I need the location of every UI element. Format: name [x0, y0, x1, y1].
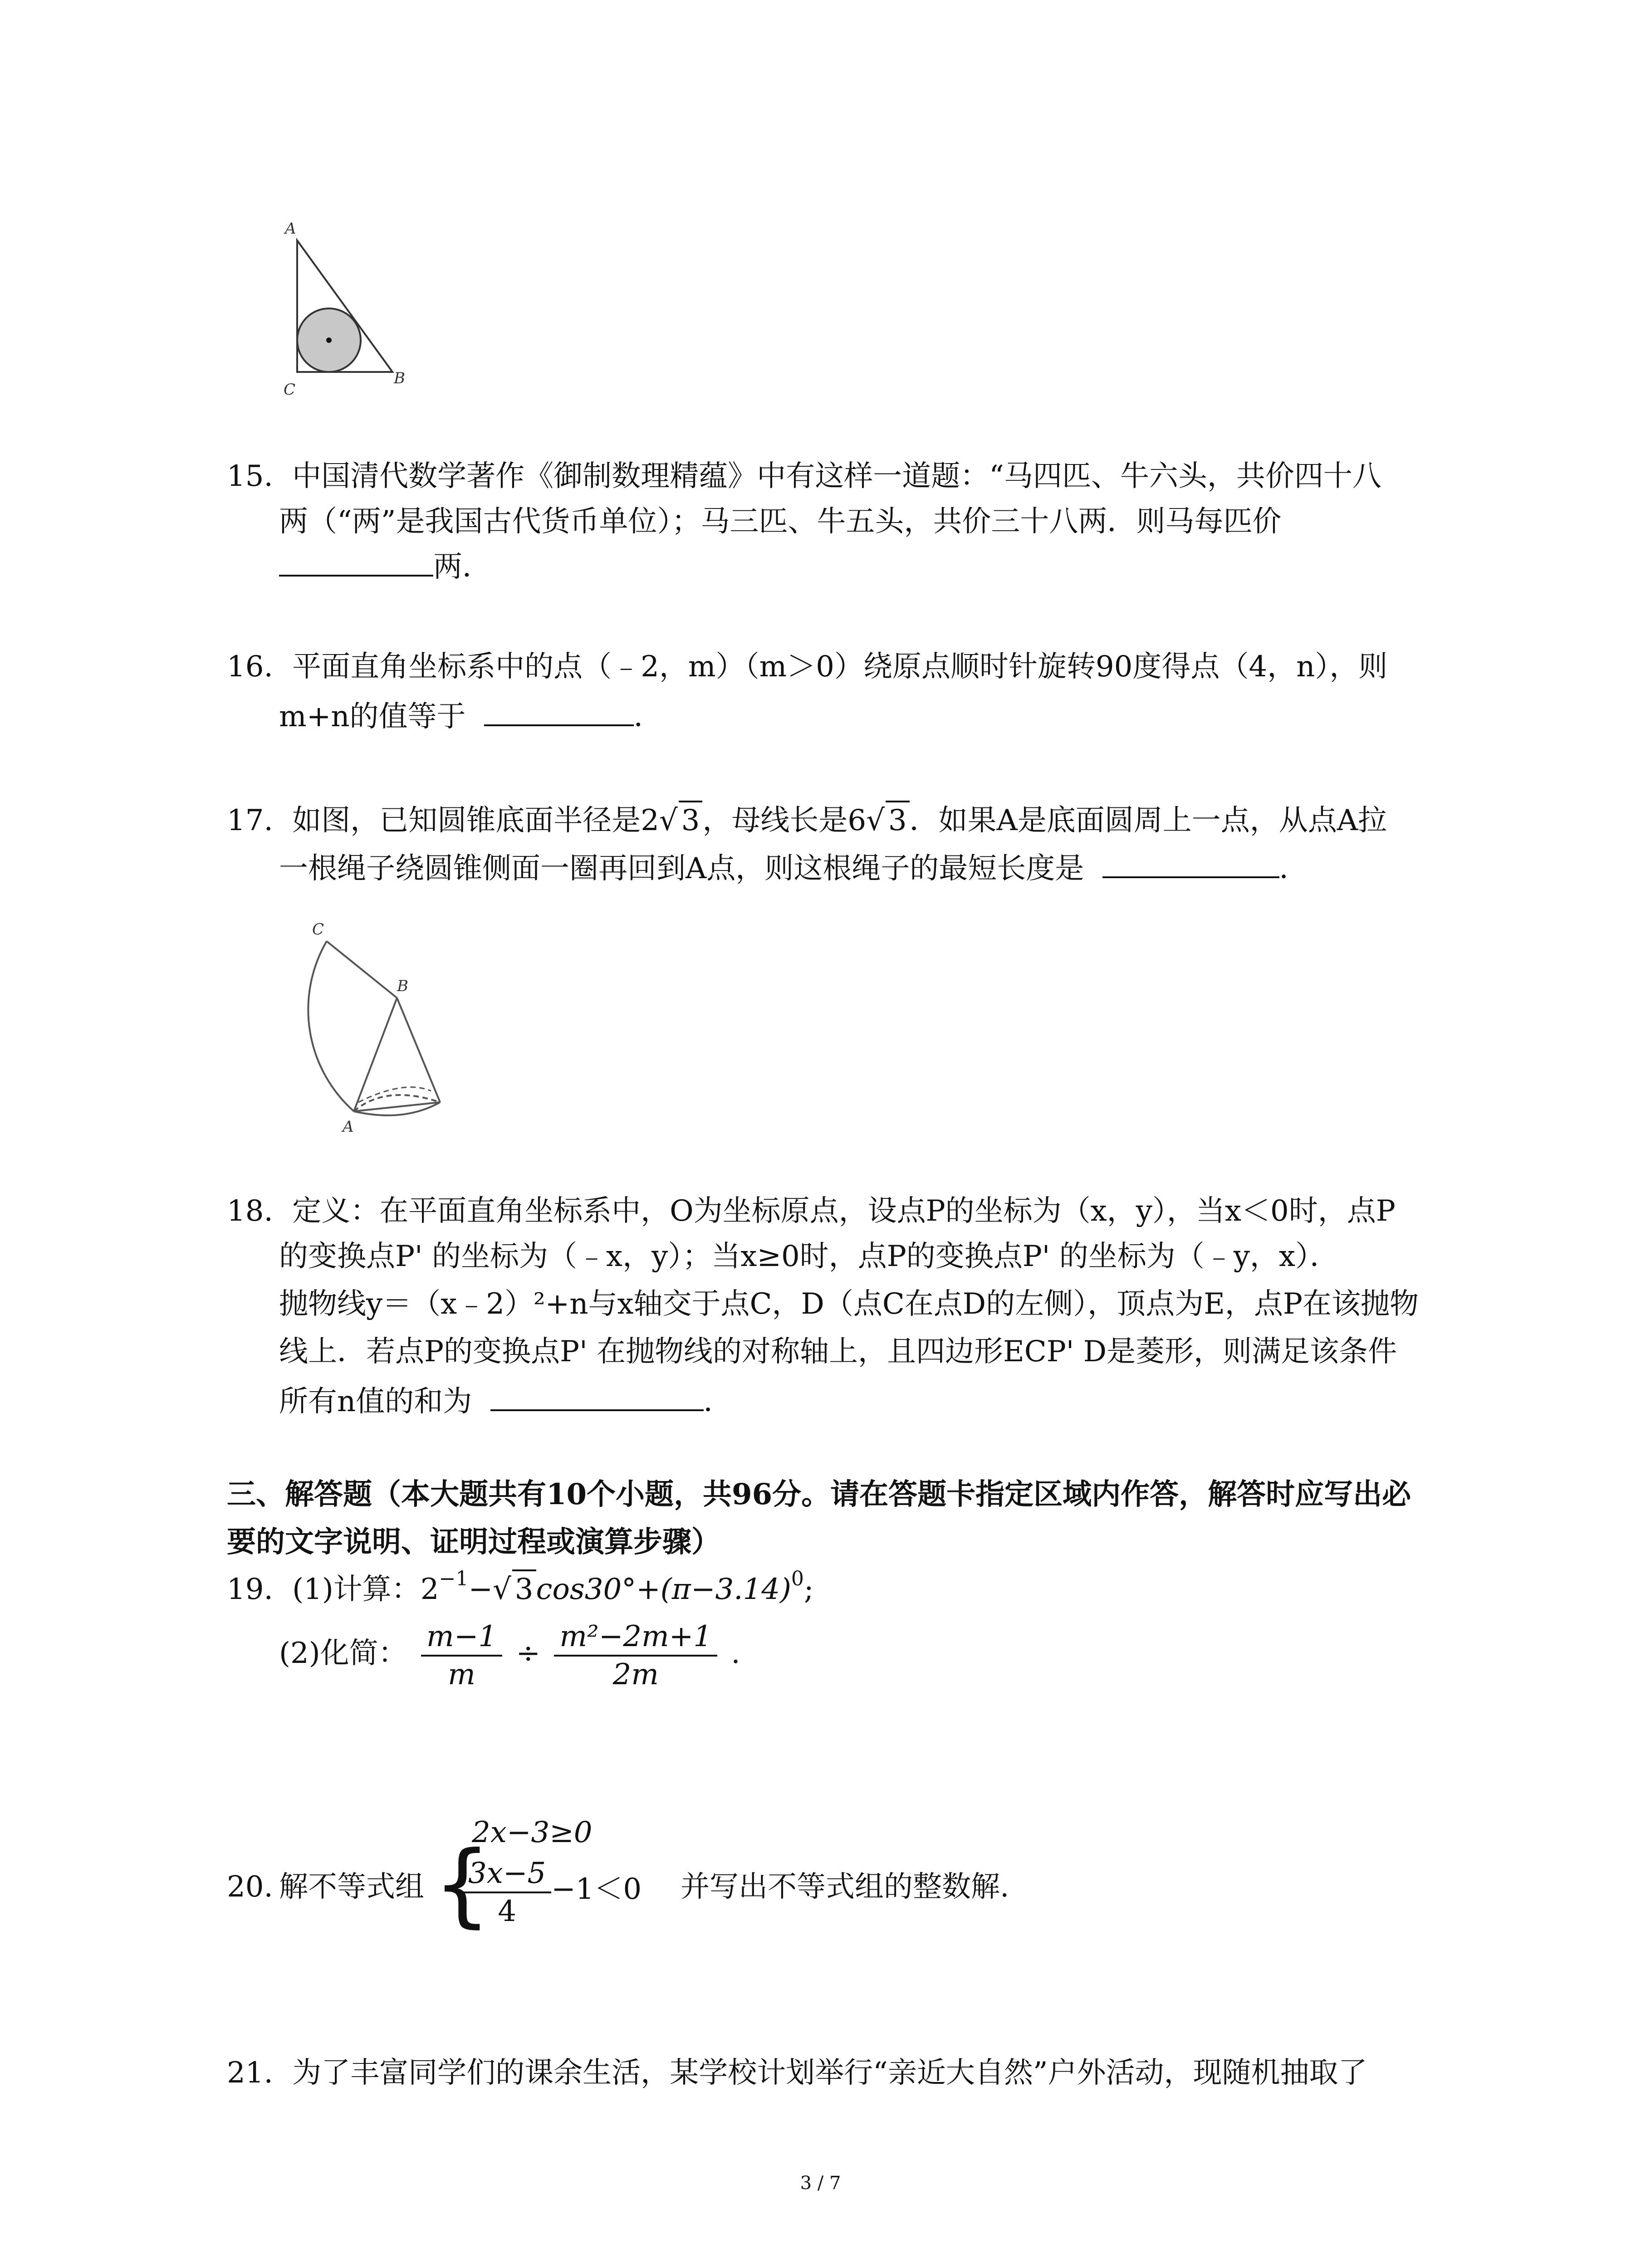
q19-frac2-den: 2m [612, 1657, 659, 1691]
page-number: 3 / 7 [800, 2173, 841, 2194]
q19-fraction2 [554, 1618, 717, 1693]
q19-exp2: 0 [791, 1567, 804, 1590]
q18-text5-end: ． [703, 1385, 733, 1418]
q20-ineq2-num: 3x−5 [463, 1855, 551, 1893]
q17-text2-end: ． [1279, 852, 1308, 885]
q19-part1-label: (1)计算：2 [292, 1573, 439, 1606]
q16-line1 [227, 649, 1387, 685]
q15-answer-blank[interactable] [279, 549, 433, 577]
q21-line1 [227, 2055, 1367, 2091]
q20 [227, 1814, 1406, 1960]
q15-line2 [279, 503, 1281, 540]
q18-line1 [227, 1193, 1396, 1229]
q18-line3 [279, 1286, 1419, 1322]
q16-text2-end: ． [633, 700, 663, 733]
q20-ineq2-rest: −1＜0 [551, 1872, 642, 1906]
q20-ineq2-frac [463, 1855, 551, 1930]
q20-ineq1: 2x−3≥0 [472, 1816, 593, 1849]
q19-part2-label: (2)化简： [279, 1637, 407, 1670]
q18-line2 [279, 1238, 1339, 1275]
q19-frac1-num: m−1 [421, 1618, 502, 1657]
q20-prefix: 解不等式组 [279, 1870, 424, 1904]
q20-number: 20. [227, 1870, 273, 1904]
section3-heading-line2 [227, 1524, 720, 1560]
q17-number: 17. [227, 804, 273, 837]
cone-label-b: B [397, 977, 408, 995]
q16-line2 [279, 699, 663, 735]
q19-part2-end: . [731, 1637, 740, 1670]
q19-div: ÷ [516, 1637, 540, 1670]
q17-sqrt1: 3 [679, 801, 703, 839]
q15-text2: 两（“两”是我国古代货币单位）；马三匹、牛五头，共价三十八两．则马每匹价 [279, 505, 1282, 538]
cone-label-a: A [343, 1118, 354, 1136]
q20-ineq2-den: 4 [498, 1895, 516, 1928]
q16-answer-blank[interactable] [484, 699, 634, 726]
q19-part2 [279, 1613, 740, 1694]
q19-rest: cos30°+(π−3.14) [536, 1573, 791, 1606]
q19-frac1-den: m [448, 1657, 475, 1691]
q15-text3: 两． [433, 550, 491, 584]
q16-text2: m+n的值等于 [279, 700, 466, 733]
q15-line1 [227, 458, 1381, 494]
triangle-incircle-figure [272, 213, 417, 404]
q17-line1: 17. 如图，已知圆锥底面半径是2√ 3，母线长是6√ 3．如果A是底面圆周上一点，从点A拉 [227, 801, 1387, 839]
q20-suffix: 并写出不等式组的整数解. [681, 1870, 1009, 1904]
q19-frac2-num: m²−2m+1 [554, 1618, 717, 1657]
q15-text1: 中国清代数学著作《御制数理精蕴》中有这样一道题：“马四匹、牛六头，共价四十八 [292, 459, 1381, 493]
q15-line3 [279, 549, 491, 585]
section3-text1: 三、解答题（本大题共有10个小题，共96分。请在答题卡指定区域内作答，解答时应写出必 [227, 1477, 1411, 1511]
q18-text1: 定义：在平面直角坐标系中，O为坐标原点，设点P的坐标为（x，y），当x＜0时，点P [292, 1194, 1396, 1228]
q18-line4 [279, 1334, 1397, 1370]
label-b: B [394, 369, 405, 387]
q19-minus: − [468, 1573, 493, 1606]
q17-text1e: ．如果A是底面圆周上一点，从点A拉 [909, 804, 1387, 837]
q16-number: 16. [227, 650, 273, 684]
q18-text3: 抛物线y＝（x﹣2）²+n与x轴交于点C，D（点C在点D的左侧），顶点为E，点P在该抛物 [279, 1287, 1419, 1321]
q18-line5 [279, 1383, 733, 1420]
q17-answer-blank[interactable] [1102, 851, 1279, 878]
q15-number: 15. [227, 459, 273, 493]
q19-fraction1 [421, 1618, 502, 1693]
label-a: A [285, 220, 296, 238]
q18-text4: 线上．若点P的变换点P' 在抛物线的对称轴上，且四边形ECP' D是菱形，则满足该条件 [279, 1335, 1397, 1369]
section3-text2: 要的文字说明、证明过程或演算步骤） [227, 1525, 720, 1559]
q19-end: ; [803, 1573, 814, 1606]
q17-text1a: 如图，已知圆锥底面半径是2 [292, 804, 659, 837]
q17-sqrt2: 3 [886, 801, 910, 839]
q19-number: 19. [227, 1573, 273, 1606]
q19-part1: 19. (1)计算：$2^{-1}-√$ $3\cos 30^\circ+(\pi-3.14)^0$; [227, 1569, 813, 1608]
section3-heading-line1 [227, 1476, 1411, 1513]
cone-figure [268, 921, 458, 1139]
q19-sqrt: 3 [512, 1569, 536, 1608]
q21-number: 21. [227, 2056, 273, 2090]
q16-text1: 平面直角坐标系中的点（﹣2，m）（m＞0）绕原点顺时针旋转90度得点（4，n），则 [292, 650, 1388, 684]
q17-text2: 一根绳子绕圆锥侧面一圈再回到A点，则这根绳子的最短长度是 [279, 852, 1084, 885]
q17-line2 [279, 850, 1308, 887]
q19-exp1: −1 [439, 1567, 469, 1590]
q18-text5: 所有n值的和为 [279, 1385, 472, 1418]
label-c: C [284, 381, 296, 399]
q18-text2: 的变换点P' 的坐标为（﹣x，y）；当x≥0时，点P的变换点P' 的坐标为（﹣y，x）． [279, 1240, 1339, 1273]
q18-answer-blank[interactable] [490, 1384, 704, 1411]
q20-brace: { [433, 1832, 491, 1937]
q21-text1: 为了丰富同学们的课余生活，某学校计划举行“亲近大自然”户外活动，现随机抽取了 [292, 2056, 1367, 2090]
q18-number: 18. [227, 1194, 273, 1228]
cone-label-c: C [312, 921, 324, 938]
q17-text1c: ，母线长是6 [702, 804, 867, 837]
